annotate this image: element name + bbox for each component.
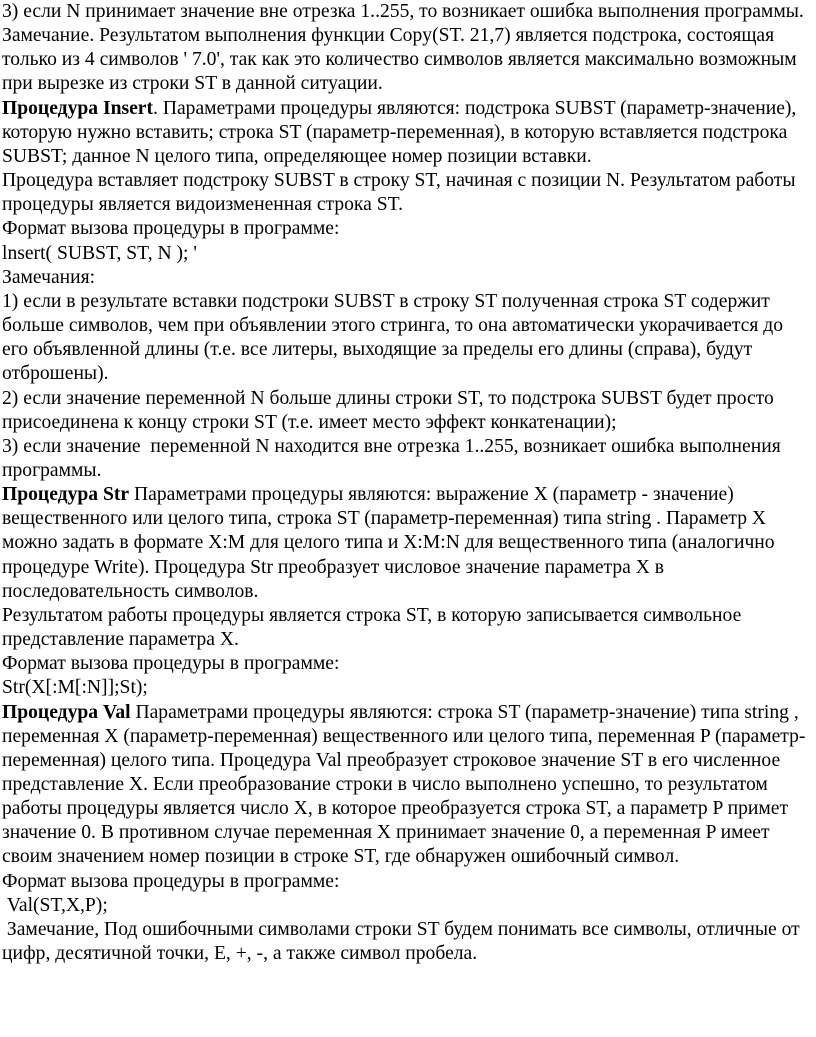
paragraph-val-params: Процедура Val Параметрами процедуры являются: строка ST (параметр-значение) типа string , переменная X (параметр-переменная) вещественного или целого типа, переменная P (параметр-переменная) целого типа. Процедура Val преобразует строковое значение ST в его численное представление X. Если преобразование строки в число выполнено успешно, то результатом работы процедуры является число X, в которое преобразуется строка ST, а параметр P примет значение 0. В противном случае переменная X принимает значение 0, а переменная P имеет своим значением номер позиции в строке ST, где обнаружен ошибочный символ. (2, 701, 806, 868)
paragraph-insert-description: Процедура вставляет подстроку SUBST в строку ST, начиная с позиции N. Результатом работы процедуры является видоизмененная строка ST. (2, 170, 801, 216)
paragraph-val-format-label: Формат вызова процедуры в программе: (2, 870, 340, 892)
paragraph-insert-params: Процедура Insert. Параметрами процедуры являются: подстрока SUBST (параметр-значение), которую нужно вставить; строка ST (параметр-переменная), в которую вставляется подстрока SUBST; данное N целого типа, определяющее номер позиции вставки. (2, 97, 802, 167)
heading-str: Процедура Str (2, 484, 130, 506)
paragraph-copy-remark: Замечание. Результатом выполнения функции Copy(ST. 21,7) является подстрока, состоящая только из 4 символов ' 7.0', так как это количество символов является максимально возможным при вырезке из строки ST в данной ситуации. (2, 25, 802, 95)
paragraph-remarks-label: Замечания: (2, 266, 96, 288)
paragraph-val-remark: Замечание, Под ошибочными символами строки ST будем понимать все символы, отличные от цифр, десятичной точки, E, +, -, а также символ пробела. (2, 918, 805, 965)
code-val-call: Val(ST,X,P); (2, 894, 108, 916)
paragraph-insert-error-note: 3) если N принимает значение вне отрезка 1..255, то возникает ошибка выполнения программы. (2, 1, 804, 22)
code-str-call: Str(X[:M[:N]];St); (2, 677, 148, 699)
paragraph-remark-3: 3) если значение переменной N находится вне отрезка 1..255, возникает ошибка выполнения программы. (2, 435, 786, 481)
code-insert-call: lnsert( SUBST, ST, N ); ' (2, 242, 197, 264)
heading-val: Процедура Val (2, 701, 131, 723)
paragraph-insert-format-label: Формат вызова процедуры в программе: (2, 218, 340, 240)
paragraph-str-result: Результатом работы процедуры является строка ST, в которую записывается символьное представление параметра X. (2, 604, 747, 651)
paragraph-str-format-label: Формат вызова процедуры в программе: (2, 653, 340, 675)
paragraph-remark-1: 1) если в результате вставки подстроки SUBST в строку ST полученная строка ST содержит больше символов, чем при объявлении этого стринга, то она автоматически укорачивается до его объявленной длины (т.е. все литеры, выходящие за пределы его длины (справа), будут отброшены). (2, 290, 788, 385)
paragraph-str-params: Процедура Str Параметрами процедуры являются: выражение X (параметр - значение) вещественного или целого типа, строка ST (параметр-переменная) типа string . Параметр X можно задать в формате X:M для целого типа и X:M:N для вещественного типа (аналогично процедуре Write). Процедура Str преобразует числовое значение параметра X в последовательность символов. (2, 484, 780, 602)
heading-insert: Процедура Insert (2, 97, 154, 119)
paragraph-remark-2: 2) если значение переменной N больше длины строки ST, то подстрока SUBST будет просто присоединена к концу строки ST (т.е. имеет место эффект конкатенации); (2, 387, 779, 433)
